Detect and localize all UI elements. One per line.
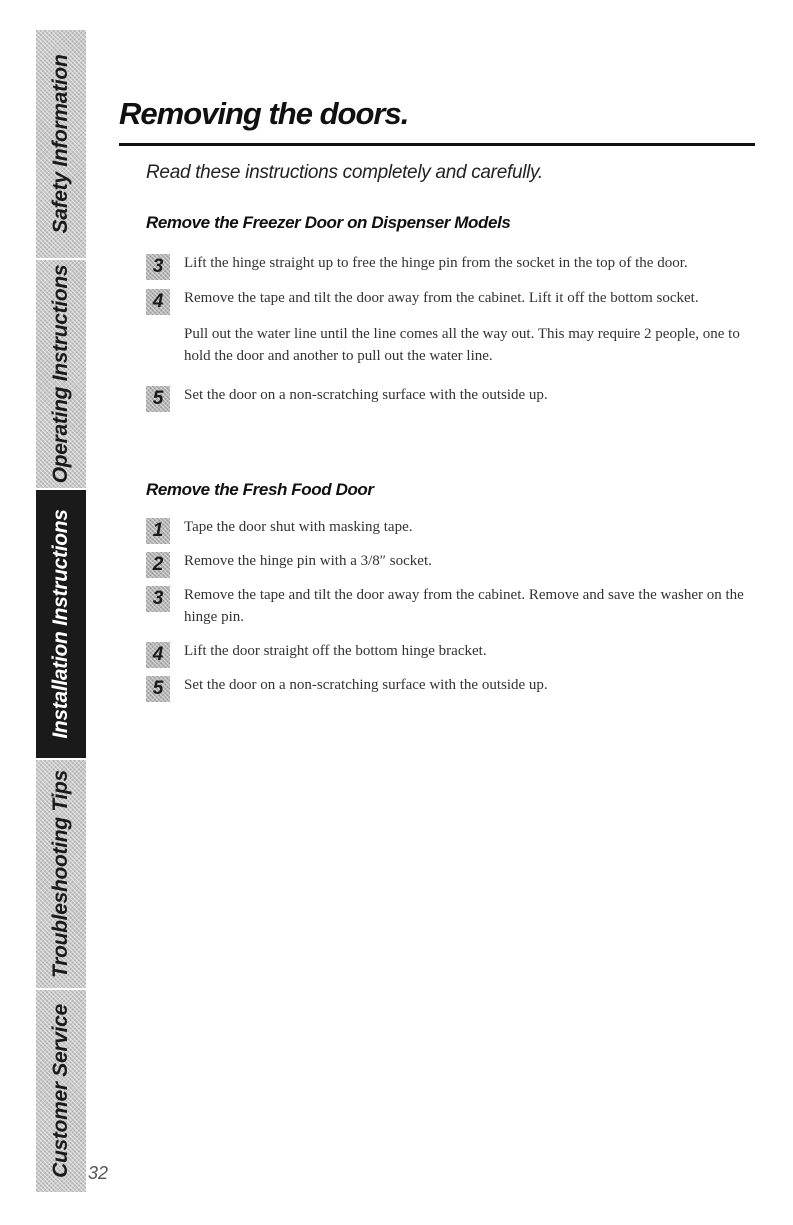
step-item: [146, 323, 758, 367]
step-text: Tape the door shut with masking tape.: [184, 519, 413, 535]
step-item: [146, 674, 758, 699]
step-number-badge: 5: [146, 386, 170, 412]
step-text: Set the door on a non-scratching surface with the outside up.: [184, 677, 548, 693]
step-text: Lift the door straight off the bottom hinge bracket.: [184, 643, 487, 659]
page-number: 32: [88, 1163, 109, 1183]
tab-label: Customer Service: [49, 1004, 72, 1178]
tab-safety-information[interactable]: [36, 30, 86, 258]
step-number-badge: 3: [146, 586, 170, 612]
section-tabs: [36, 30, 86, 1192]
page-title: Removing the doors.: [119, 96, 409, 131]
tab-label: Safety Information: [49, 54, 72, 234]
tab-operating-instructions[interactable]: [36, 258, 86, 488]
step-number-badge: 4: [146, 642, 170, 668]
section-heading-freezer-door: Remove the Freezer Door on Dispenser Models: [146, 213, 511, 232]
step-text: Pull out the water line until the line comes all the way out. This may require 2 people, one to hold the door and another to pull out the water line.: [184, 326, 740, 364]
step-item: [146, 287, 758, 312]
step-item: [146, 516, 758, 541]
step-text: Remove the tape and tilt the door away from the cabinet. Lift it off the bottom socket.: [184, 290, 699, 306]
step-item: [146, 550, 758, 575]
step-text: Remove the tape and tilt the door away from the cabinet. Remove and save the washer on the hinge pin.: [184, 587, 744, 625]
title-divider: [119, 143, 755, 146]
page-subtitle: Read these instructions completely and carefully.: [146, 162, 543, 183]
tab-label: Troubleshooting Tips: [49, 770, 72, 978]
tab-label: Operating Instructions: [49, 264, 72, 484]
step-text: Remove the hinge pin with a 3/8″ socket.: [184, 553, 432, 569]
fresh-food-door-steps: [146, 516, 758, 699]
tab-customer-service[interactable]: [36, 988, 86, 1192]
step-number-badge: 5: [146, 676, 170, 702]
step-number-badge: 1: [146, 518, 170, 544]
section-heading-fresh-food-door: Remove the Fresh Food Door: [146, 480, 374, 499]
step-text: Set the door on a non-scratching surface with the outside up.: [184, 387, 548, 403]
step-number-badge: 3: [146, 254, 170, 280]
step-text: Lift the hinge straight up to free the hinge pin from the socket in the top of the door.: [184, 255, 688, 271]
step-number-badge: 2: [146, 552, 170, 578]
tab-installation-instructions[interactable]: [36, 488, 86, 758]
tab-label: Installation Instructions: [49, 509, 72, 739]
step-item: [146, 252, 758, 277]
step-item: [146, 384, 758, 409]
freezer-door-steps: [146, 252, 758, 409]
step-item: [146, 640, 758, 665]
step-item: [146, 584, 758, 628]
tab-troubleshooting-tips[interactable]: [36, 758, 86, 988]
step-number-badge: 4: [146, 289, 170, 315]
